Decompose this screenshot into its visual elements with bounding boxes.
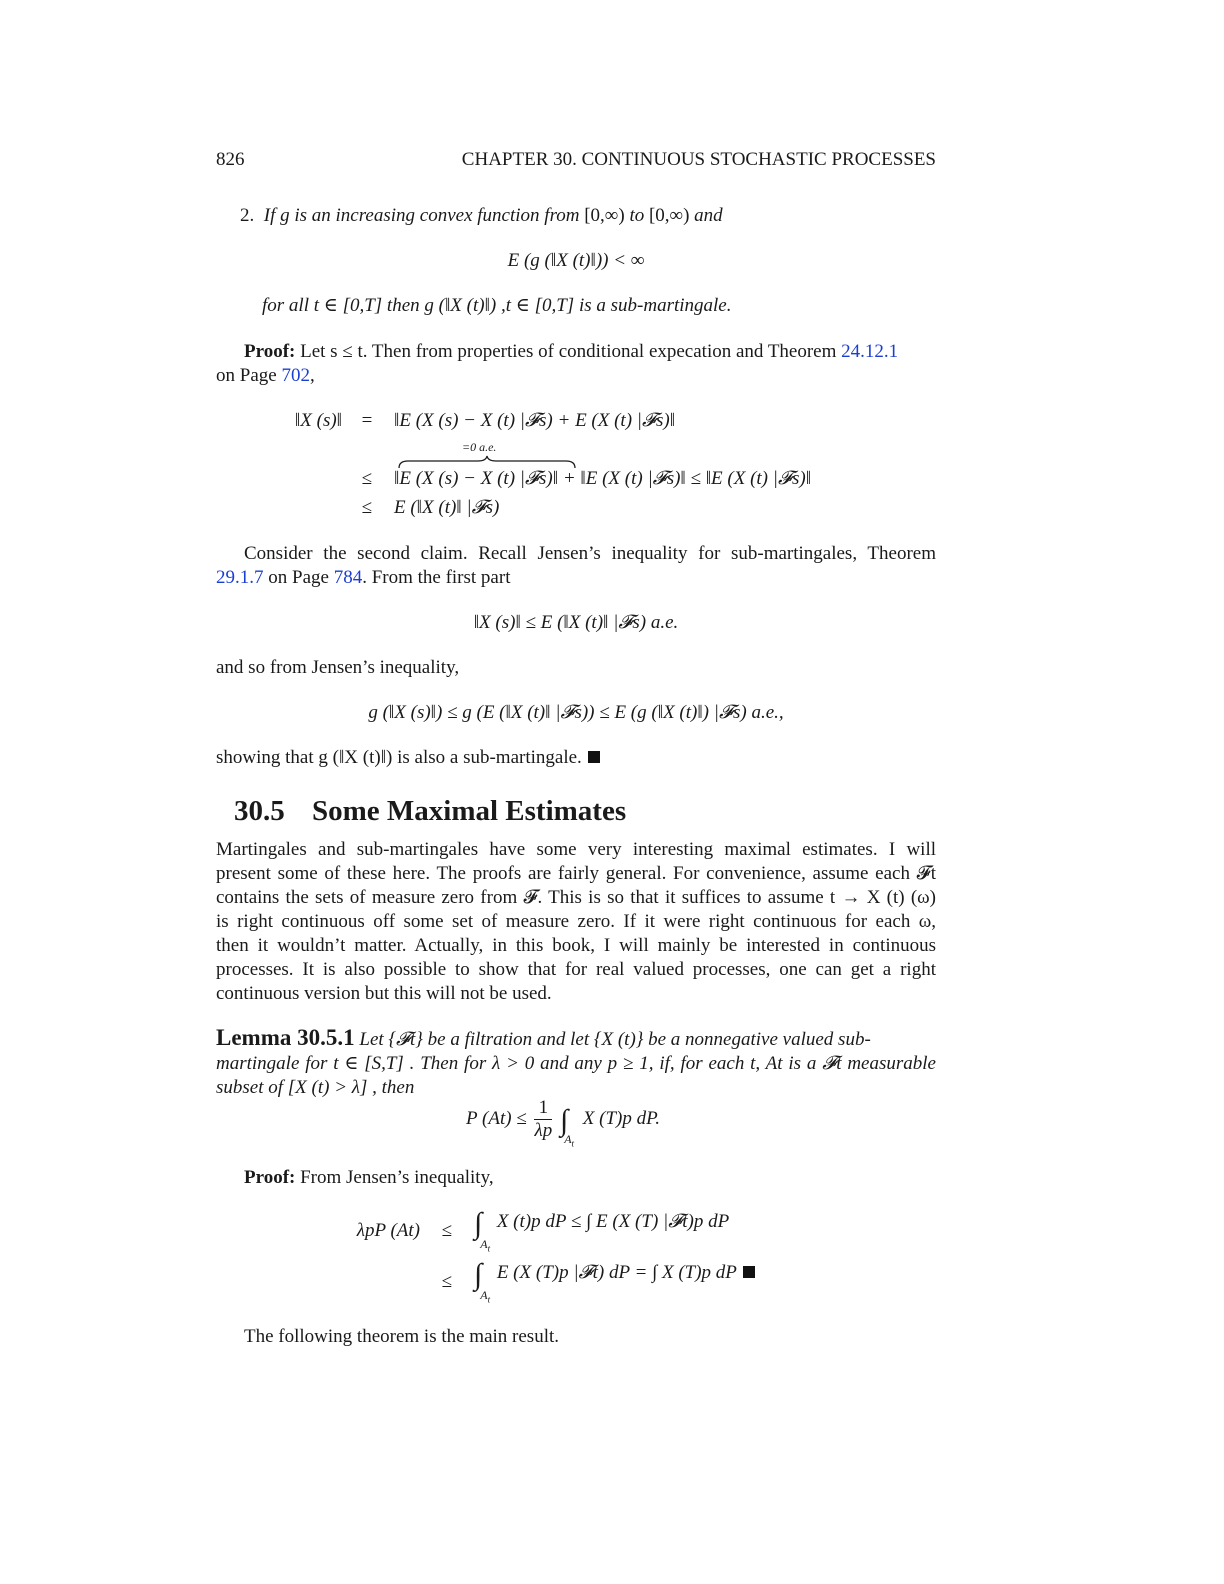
- overbrace-label: =0 a.e.: [462, 440, 497, 454]
- closing-line: The following theorem is the main result.: [244, 1326, 560, 1347]
- eq-rel-equals: =: [361, 410, 373, 431]
- theorem-link[interactable]: 24.12.1: [841, 341, 899, 362]
- page-number: 826: [216, 149, 245, 170]
- proof2-line: Proof: From Jensen’s inequality,: [244, 1167, 494, 1188]
- eq-rhs-3: E (‖X (t)‖ |𝓕s): [394, 497, 500, 518]
- intro-line-4: is right continuous off some set of measure zero. If it were right continuous for each ω,: [216, 911, 936, 932]
- item-marker: 2.: [240, 205, 255, 226]
- eq-lhs: ‖X (s)‖: [294, 410, 342, 431]
- intro-line-1: Martingales and sub-martingales have some very interesting maximal estimates. I will: [216, 839, 936, 860]
- lemma-line-2: martingale for t ∈ [S,T] . Then for λ > 0 and any p ≥ 1, if, for each t, At is a 𝓕t measurable: [216, 1053, 936, 1074]
- intro-line-3: contains the sets of measure zero from 𝓕. This is so that it suffices to assume t → X (t) (ω): [216, 887, 936, 908]
- qed-icon: [588, 751, 600, 763]
- proof-label: Proof:: [244, 341, 296, 362]
- page-link-2[interactable]: 784: [333, 567, 363, 588]
- theorem-link-2[interactable]: 29.1.7: [216, 567, 264, 588]
- intro-line-5: then it wouldn’t matter. Actually, in this book, I will mainly be interested in continuous: [216, 935, 936, 956]
- integral-sign-icon: ∫: [474, 1258, 483, 1291]
- section-heading: [234, 794, 626, 828]
- item-text: If g is an increasing convex function from [0,∞) to [0,∞) and: [263, 205, 723, 226]
- eq-rel-leq-2: ≤: [361, 497, 373, 518]
- section-title: Some Maximal Estimates: [312, 795, 627, 827]
- integral-sign-icon: ∫: [559, 1103, 569, 1137]
- proof2-eq-rhs-2: $\int_{A_t}$ E (X (T)p |𝓕t) dP = ∫ X (T)p dP: [474, 1261, 755, 1287]
- intro-line-7: continuous version but this will not be used.: [216, 983, 552, 1004]
- item-2-conclusion: for all t ∈ [0,T] then g (‖X (t)‖) ,t ∈ [0,T] is a sub-martingale.: [262, 295, 732, 316]
- proof2-label: Proof:: [244, 1167, 296, 1188]
- proof-paragraph-line1: Proof: Let s ≤ t. Then from properties of conditional expecation and Theorem 24.12.1: [244, 341, 899, 362]
- lemma-label: Lemma 30.5.1: [216, 1025, 355, 1050]
- intro-line-6: processes. It is also possible to show that for real valued processes, one can get a right: [216, 959, 936, 980]
- intro-line-2: present some of these here. The proofs are fairly general. For convenience, assume each 𝓕t: [216, 863, 936, 884]
- qed-icon: [743, 1266, 755, 1278]
- display-jensen: g (‖X (s)‖) ≤ g (E (‖X (t)‖ |𝓕s)) ≤ E (g (‖X (t)‖) |𝓕s) a.e.,: [368, 702, 784, 723]
- page-link[interactable]: 702: [281, 365, 310, 386]
- item-2-display: E (g (‖X (t)‖)) < ∞: [507, 250, 645, 271]
- eq-rhs-1: ‖E (X (s) − X (t) |𝓕s) + E (X (t) |𝓕s)‖: [394, 410, 676, 431]
- display-first-part: ‖X (s)‖ ≤ E (‖X (t)‖ |𝓕s) a.e.: [473, 612, 679, 633]
- running-title: CHAPTER 30. CONTINUOUS STOCHASTIC PROCESSES: [461, 149, 936, 170]
- proof2-eq-lhs: λpP (At): [356, 1220, 420, 1241]
- second-claim-line2: 29.1.7 on Page 784. From the first part: [216, 567, 511, 588]
- section-number: 30.5: [234, 795, 285, 827]
- lemma-line-1: Lemma 30.5.1 Let {𝓕t} be a filtration and let {X (t)} be a nonnegative valued sub-: [216, 1025, 871, 1050]
- integral-sign-icon: ∫: [474, 1207, 483, 1240]
- eq-rhs-2: ‖E (X (s) − X (t) |𝓕s)‖ + ‖E (X (t) |𝓕s)‖ ≤ ‖E (X (t) |𝓕s)‖: [394, 468, 812, 489]
- item-2: [240, 204, 723, 228]
- proof2-eq-rel-2: ≤: [441, 1271, 453, 1292]
- second-claim-line1: Consider the second claim. Recall Jensen’s inequality for sub-martingales, Theorem: [244, 543, 936, 564]
- lemma-equation: P (At) ≤ $\frac{1}{\lambda p}$ $\int_{A_t}$ X (T)p dP.: [466, 1097, 661, 1149]
- proof2-eq-rel-1: ≤: [441, 1220, 453, 1241]
- lemma-line-3: subset of [X (t) > λ] , then: [216, 1077, 415, 1098]
- proof2-eq-rhs-1: $\int_{A_t}$ X (t)p dP ≤ ∫ E (X (T) |𝓕t)p dP: [474, 1207, 730, 1254]
- fraction: $\frac{1}{\lambda p}$: [534, 1097, 553, 1141]
- jensen-text: and so from Jensen’s inequality,: [216, 657, 460, 678]
- eq-rel-leq-1: ≤: [361, 468, 373, 489]
- conclusion-line: showing that g (‖X (t)‖) is also a sub-martingale.: [216, 746, 600, 770]
- proof-paragraph-line2: on Page 702,: [216, 365, 315, 386]
